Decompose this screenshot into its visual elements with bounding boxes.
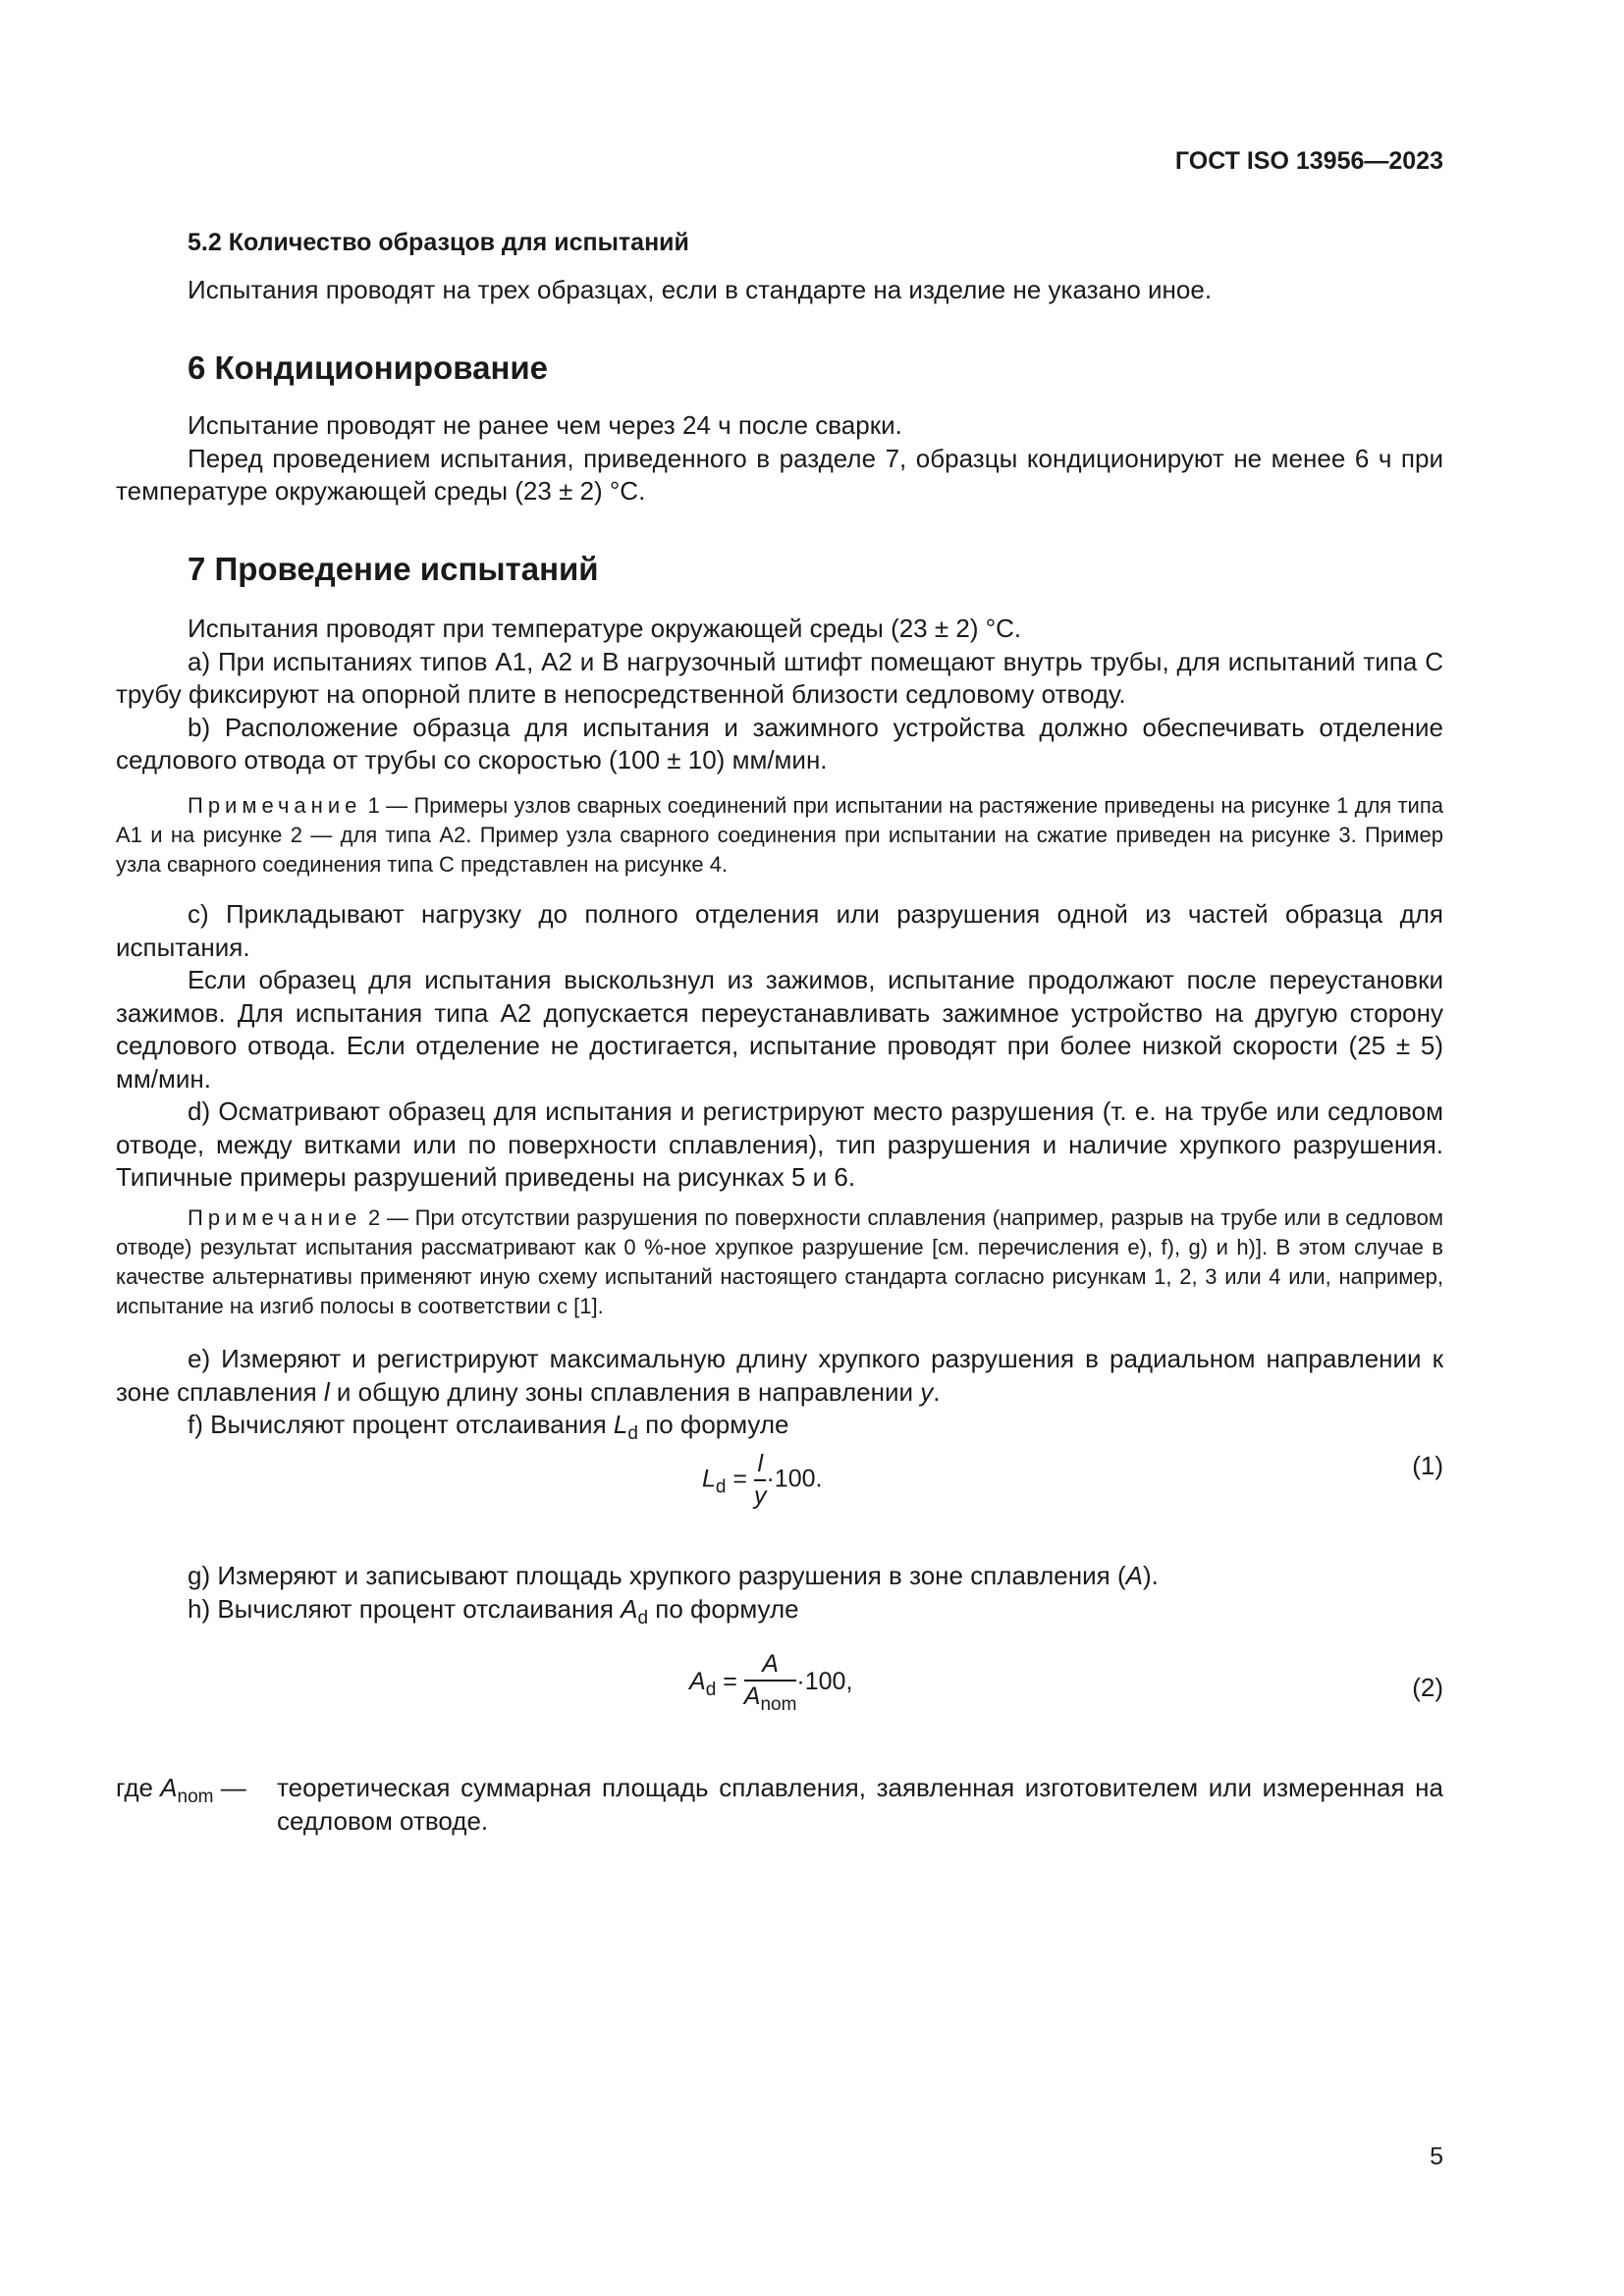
section-7-body-c bbox=[116, 1343, 1443, 1451]
numerator: A bbox=[762, 1650, 779, 1678]
note-text: 1 — Примеры узлов сварных соединений при испытании на растяжение приведены на рисунке 1 для типа А1 и на рисунке 2 — для типа А2. Пример узла сварного соединения при испытании на сжатие приведен на рисунке 3. Пример узла сварного соединения типа С представлен на рисунке 4. bbox=[116, 793, 1443, 877]
page-number: 5 bbox=[1430, 2143, 1443, 2170]
list-item-f bbox=[116, 1409, 1443, 1451]
subscript: nom bbox=[177, 1787, 214, 1807]
formula-1 bbox=[702, 1450, 822, 1511]
formula-2 bbox=[689, 1650, 852, 1716]
dash: — bbox=[213, 1773, 246, 1802]
section-7-title: 7 Проведение испытаний bbox=[188, 551, 599, 587]
text: h) Вычисляют процент отслаивания bbox=[188, 1593, 622, 1624]
section-6-title: 6 Кондиционирование bbox=[188, 349, 549, 386]
formula-lhs: A bbox=[689, 1668, 706, 1696]
text: e) Измеряют и регистрируют максимальную длину хрупкого разрушения в радиальном направлении к зоне сплавления bbox=[116, 1344, 1443, 1407]
list-item-b: b) Расположение образца для испытания и зажимного устройства должно обеспечивать отделение седлового отвода от трубы со скоростью (100 ± 10) мм/мин. bbox=[116, 712, 1443, 774]
standard-header: ГОСТ ISO 13956—2023 bbox=[1174, 147, 1443, 175]
text: по формуле bbox=[637, 1410, 789, 1439]
paragraph: Испытания проводят на трех образцах, если в стандарте на изделие не указано иное. bbox=[188, 275, 1213, 304]
section-5-2-body bbox=[116, 274, 1443, 307]
section-7-body-a bbox=[116, 613, 1443, 777]
paragraph: Испытание проводят не ранее чем через 24 ч после сварки. bbox=[188, 410, 902, 440]
symbol-A: A bbox=[1125, 1561, 1143, 1590]
formula-lhs-sub: d bbox=[705, 1680, 717, 1701]
fraction bbox=[754, 1450, 767, 1511]
fraction bbox=[744, 1650, 797, 1716]
paragraph: Перед проведением испытания, приведенного в разделе 7, образцы кондиционируют не менее 6 ч при температуре окружающей среды (23 ± 2) °С. bbox=[116, 443, 1443, 506]
text: f) Вычисляют процент отслаивания bbox=[188, 1410, 614, 1439]
text: по формуле bbox=[648, 1593, 799, 1624]
list-item-d: d) Осматривают образец для испытания и регистрируют место разрушения (т. е. на трубе или седловом отводе, между витками или по поверхности сплавления), тип разрушения и наличие хрупкого разрушения. Типичные примеры разрушений приведены на рисунках 5 и 6. bbox=[116, 1096, 1443, 1192]
paragraph: Испытания проводят при температуре окружающей среды (23 ± 2) °С. bbox=[188, 614, 1022, 643]
list-item-e bbox=[116, 1343, 1443, 1409]
text: ). bbox=[1142, 1561, 1159, 1590]
denominator-sub: nom bbox=[760, 1694, 797, 1715]
equation-number-1: (1) bbox=[1412, 1451, 1443, 1480]
symbol-y: y bbox=[920, 1376, 934, 1407]
formula-eq: = bbox=[726, 1465, 754, 1493]
formula-tail: ·100. bbox=[766, 1465, 823, 1493]
symbol-A: A bbox=[621, 1593, 638, 1624]
numerator: l bbox=[757, 1450, 764, 1477]
list-item-h bbox=[116, 1593, 1443, 1635]
list-item-a: a) При испытаниях типов А1, А2 и В нагрузочный штифт помещают внутрь трубы, для испытаний типа С трубу фиксируют на опорной плите в непосредственной близости седловому отводу. bbox=[116, 646, 1443, 709]
formula-lhs-sub: d bbox=[715, 1476, 727, 1498]
list-item-g bbox=[116, 1560, 1443, 1593]
formula-lhs: L bbox=[702, 1465, 716, 1493]
text: . bbox=[933, 1376, 941, 1407]
symbol-A: A bbox=[160, 1773, 178, 1802]
paragraph: Если образец для испытания выскользнул из зажимов, испытание продолжают после переустановки зажимов. Для испытания типа А2 допускается переустанавливать зажимное устройство на другую сторону седлового отвода. Если отделение не достигается, испытание проводят при более низкой скорости (25 ± 5) мм/мин. bbox=[116, 965, 1443, 1094]
denominator: A bbox=[743, 1682, 761, 1710]
denominator: y bbox=[753, 1482, 767, 1510]
section-7-body-b bbox=[116, 898, 1443, 1195]
note-text: 2 — При отсутствии разрушения по поверхности сплавления (например, разрыв на трубе или в седловом отводе) результат испытания рассматривают как 0 %-ное хрупкое разрушение [см. перечисления е), f), g) и h)]. В этом случае в качестве альтернативы применяют иную схему испытаний настоящего стандарта согласно рисункам 1, 2, 3 или 4 или, например, испытание на изгиб полосы в соответствии с [1]. bbox=[116, 1205, 1443, 1318]
section-5-2-title: 5.2 Количество образцов для испытаний bbox=[188, 229, 689, 256]
note-2 bbox=[116, 1203, 1443, 1321]
where-label bbox=[116, 1772, 281, 1814]
symbol-L: L bbox=[613, 1410, 628, 1439]
formula-eq: = bbox=[716, 1668, 744, 1696]
note-1 bbox=[116, 791, 1443, 880]
section-6-body bbox=[116, 409, 1443, 508]
where-definition: теоретическая суммарная площадь сплавления, заявленная изготовителем или измеренная на седловом отводе. bbox=[277, 1773, 1443, 1836]
text: и общую длину зоны сплавления в направлении bbox=[329, 1376, 921, 1407]
list-item-c: c) Прикладывают нагрузку до полного отделения или разрушения одной из частей образца для испытания. bbox=[116, 899, 1443, 962]
symbol-l: l bbox=[323, 1376, 330, 1407]
text: g) Измеряют и записывают площадь хрупкого разрушения в зоне сплавления ( bbox=[188, 1561, 1126, 1590]
note-label: Примечание bbox=[188, 793, 362, 818]
section-7-body-d bbox=[116, 1560, 1443, 1634]
subscript: d bbox=[627, 1423, 638, 1444]
note-label: Примечание bbox=[188, 1205, 362, 1230]
equation-number-2: (2) bbox=[1412, 1673, 1443, 1702]
formula-tail: ·100, bbox=[796, 1668, 853, 1696]
subscript: d bbox=[637, 1607, 649, 1629]
text: где bbox=[116, 1773, 161, 1802]
